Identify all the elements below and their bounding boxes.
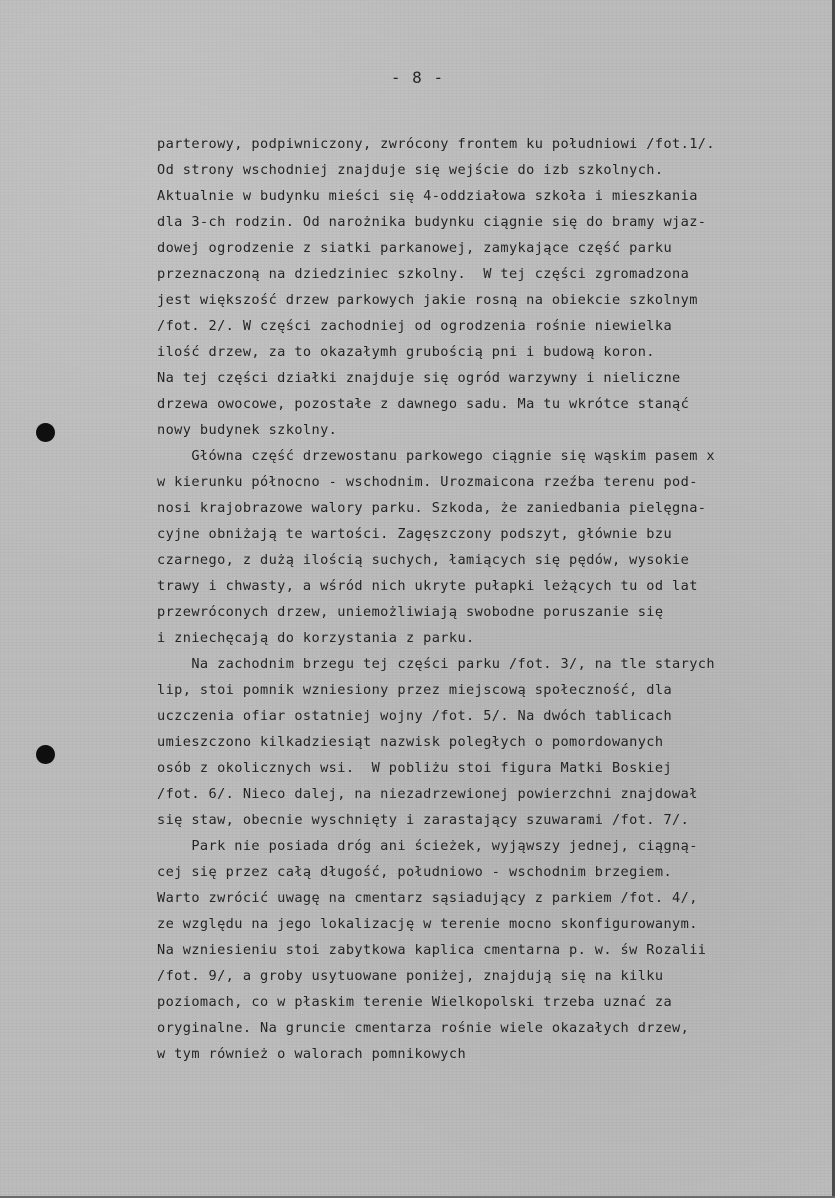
text-line: ilość drzew, za to okazałymh grubością pni i budową koron. <box>157 344 655 360</box>
text-line: Na tej części działki znajduje się ogród warzywny i nieliczne <box>157 370 681 386</box>
text-line: dla 3-ch rodzin. Od narożnika budynku ciągnie się do bramy wjaz- <box>157 214 707 230</box>
text-line: czarnego, z dużą ilością suchych, łamiących się pędów, wysokie <box>157 552 690 568</box>
text-line: oryginalne. Na gruncie cmentarza rośnie wiele okazałych drzew, <box>157 1020 690 1036</box>
text-line: cyjne obniżają te wartości. Zagęszczony podszyt, głównie bzu <box>157 526 673 542</box>
page-number: - 8 - <box>390 68 445 87</box>
text-line: /fot. 6/. Nieco dalej, na niezadrzewionej powierzchni znajdował <box>157 786 698 802</box>
text-line: uczczenia ofiar ostatniej wojny /fot. 5/. Na dwóch tablicach <box>157 708 673 724</box>
text-line: trawy i chwasty, a wśród nich ukryte pułapki leżących tu od lat <box>157 578 698 594</box>
text-line: /fot. 9/, a groby usytuowane poniżej, znajdują się na kilku <box>157 968 664 984</box>
text-line: Aktualnie w budynku mieści się 4-oddziałowa szkoła i mieszkania <box>157 188 698 204</box>
punch-hole-lower <box>36 745 55 764</box>
text-line: się staw, obecnie wyschnięty i zarastający szuwarami /fot. 7/. <box>157 812 690 828</box>
text-line: nowy budynek szkolny. <box>157 422 338 438</box>
text-line: poziomach, co w płaskim terenie Wielkopolski trzeba uznać za <box>157 994 673 1010</box>
text-line: parterowy, podpiwniczony, zwrócony frontem ku południowi /fot.1/. <box>157 136 715 152</box>
text-line: lip, stoi pomnik wzniesiony przez miejscową społeczność, dla <box>157 682 673 698</box>
text-line: Główna część drzewostanu parkowego ciągnie się wąskim pasem x <box>157 448 715 464</box>
text-line: nosi krajobrazowe walory parku. Szkoda, że zaniedbania pielęgna- <box>157 500 707 516</box>
text-line: jest większość drzew parkowych jakie rosną na obiekcie szkolnym <box>157 292 698 308</box>
text-line: ze względu na jego lokalizację w terenie mocno skonfigurowanym. <box>157 916 698 932</box>
text-line: cej się przez całą długość, południowo - wschodnim brzegiem. <box>157 864 673 880</box>
text-line: /fot. 2/. W części zachodniej od ogrodzenia rośnie niewielka <box>157 318 673 334</box>
text-line: Od strony wschodniej znajduje się wejście do izb szkolnych. <box>157 162 664 178</box>
text-line: Na zachodnim brzegu tej części parku /fot. 3/, na tle starych <box>157 656 715 672</box>
punch-hole-upper <box>36 423 55 442</box>
text-line: w tym również o walorach pomnikowych <box>157 1046 467 1062</box>
text-line: osób z okolicznych wsi. W pobliżu stoi figura Matki Boskiej <box>157 760 673 776</box>
text-line: dowej ogrodzenie z siatki parkanowej, zamykające część parku <box>157 240 673 256</box>
text-line: drzewa owocowe, pozostałe z dawnego sadu. Ma tu wkrótce stanąć <box>157 396 690 412</box>
text-line: w kierunku północno - wschodnim. Urozmaicona rzeźba terenu pod- <box>157 474 698 490</box>
text-line: przeznaczoną na dziedziniec szkolny. W tej części zgromadzona <box>157 266 690 282</box>
text-line: Park nie posiada dróg ani ścieżek, wyjąwszy jednej, ciągną- <box>157 838 698 854</box>
text-line: Warto zwrócić uwagę na cmentarz sąsiadujący z parkiem /fot. 4/, <box>157 890 698 906</box>
text-line: umieszczono kilkadziesiąt nazwisk poległych o pomordowanych <box>157 734 664 750</box>
text-line: Na wzniesieniu stoi zabytkowa kaplica cmentarna p. w. św Rozalii <box>157 942 707 958</box>
typewritten-body <box>157 131 832 1067</box>
text-line: i zniechęcają do korzystania z parku. <box>157 630 475 646</box>
text-line: przewróconych drzew, uniemożliwiają swobodne poruszanie się <box>157 604 664 620</box>
